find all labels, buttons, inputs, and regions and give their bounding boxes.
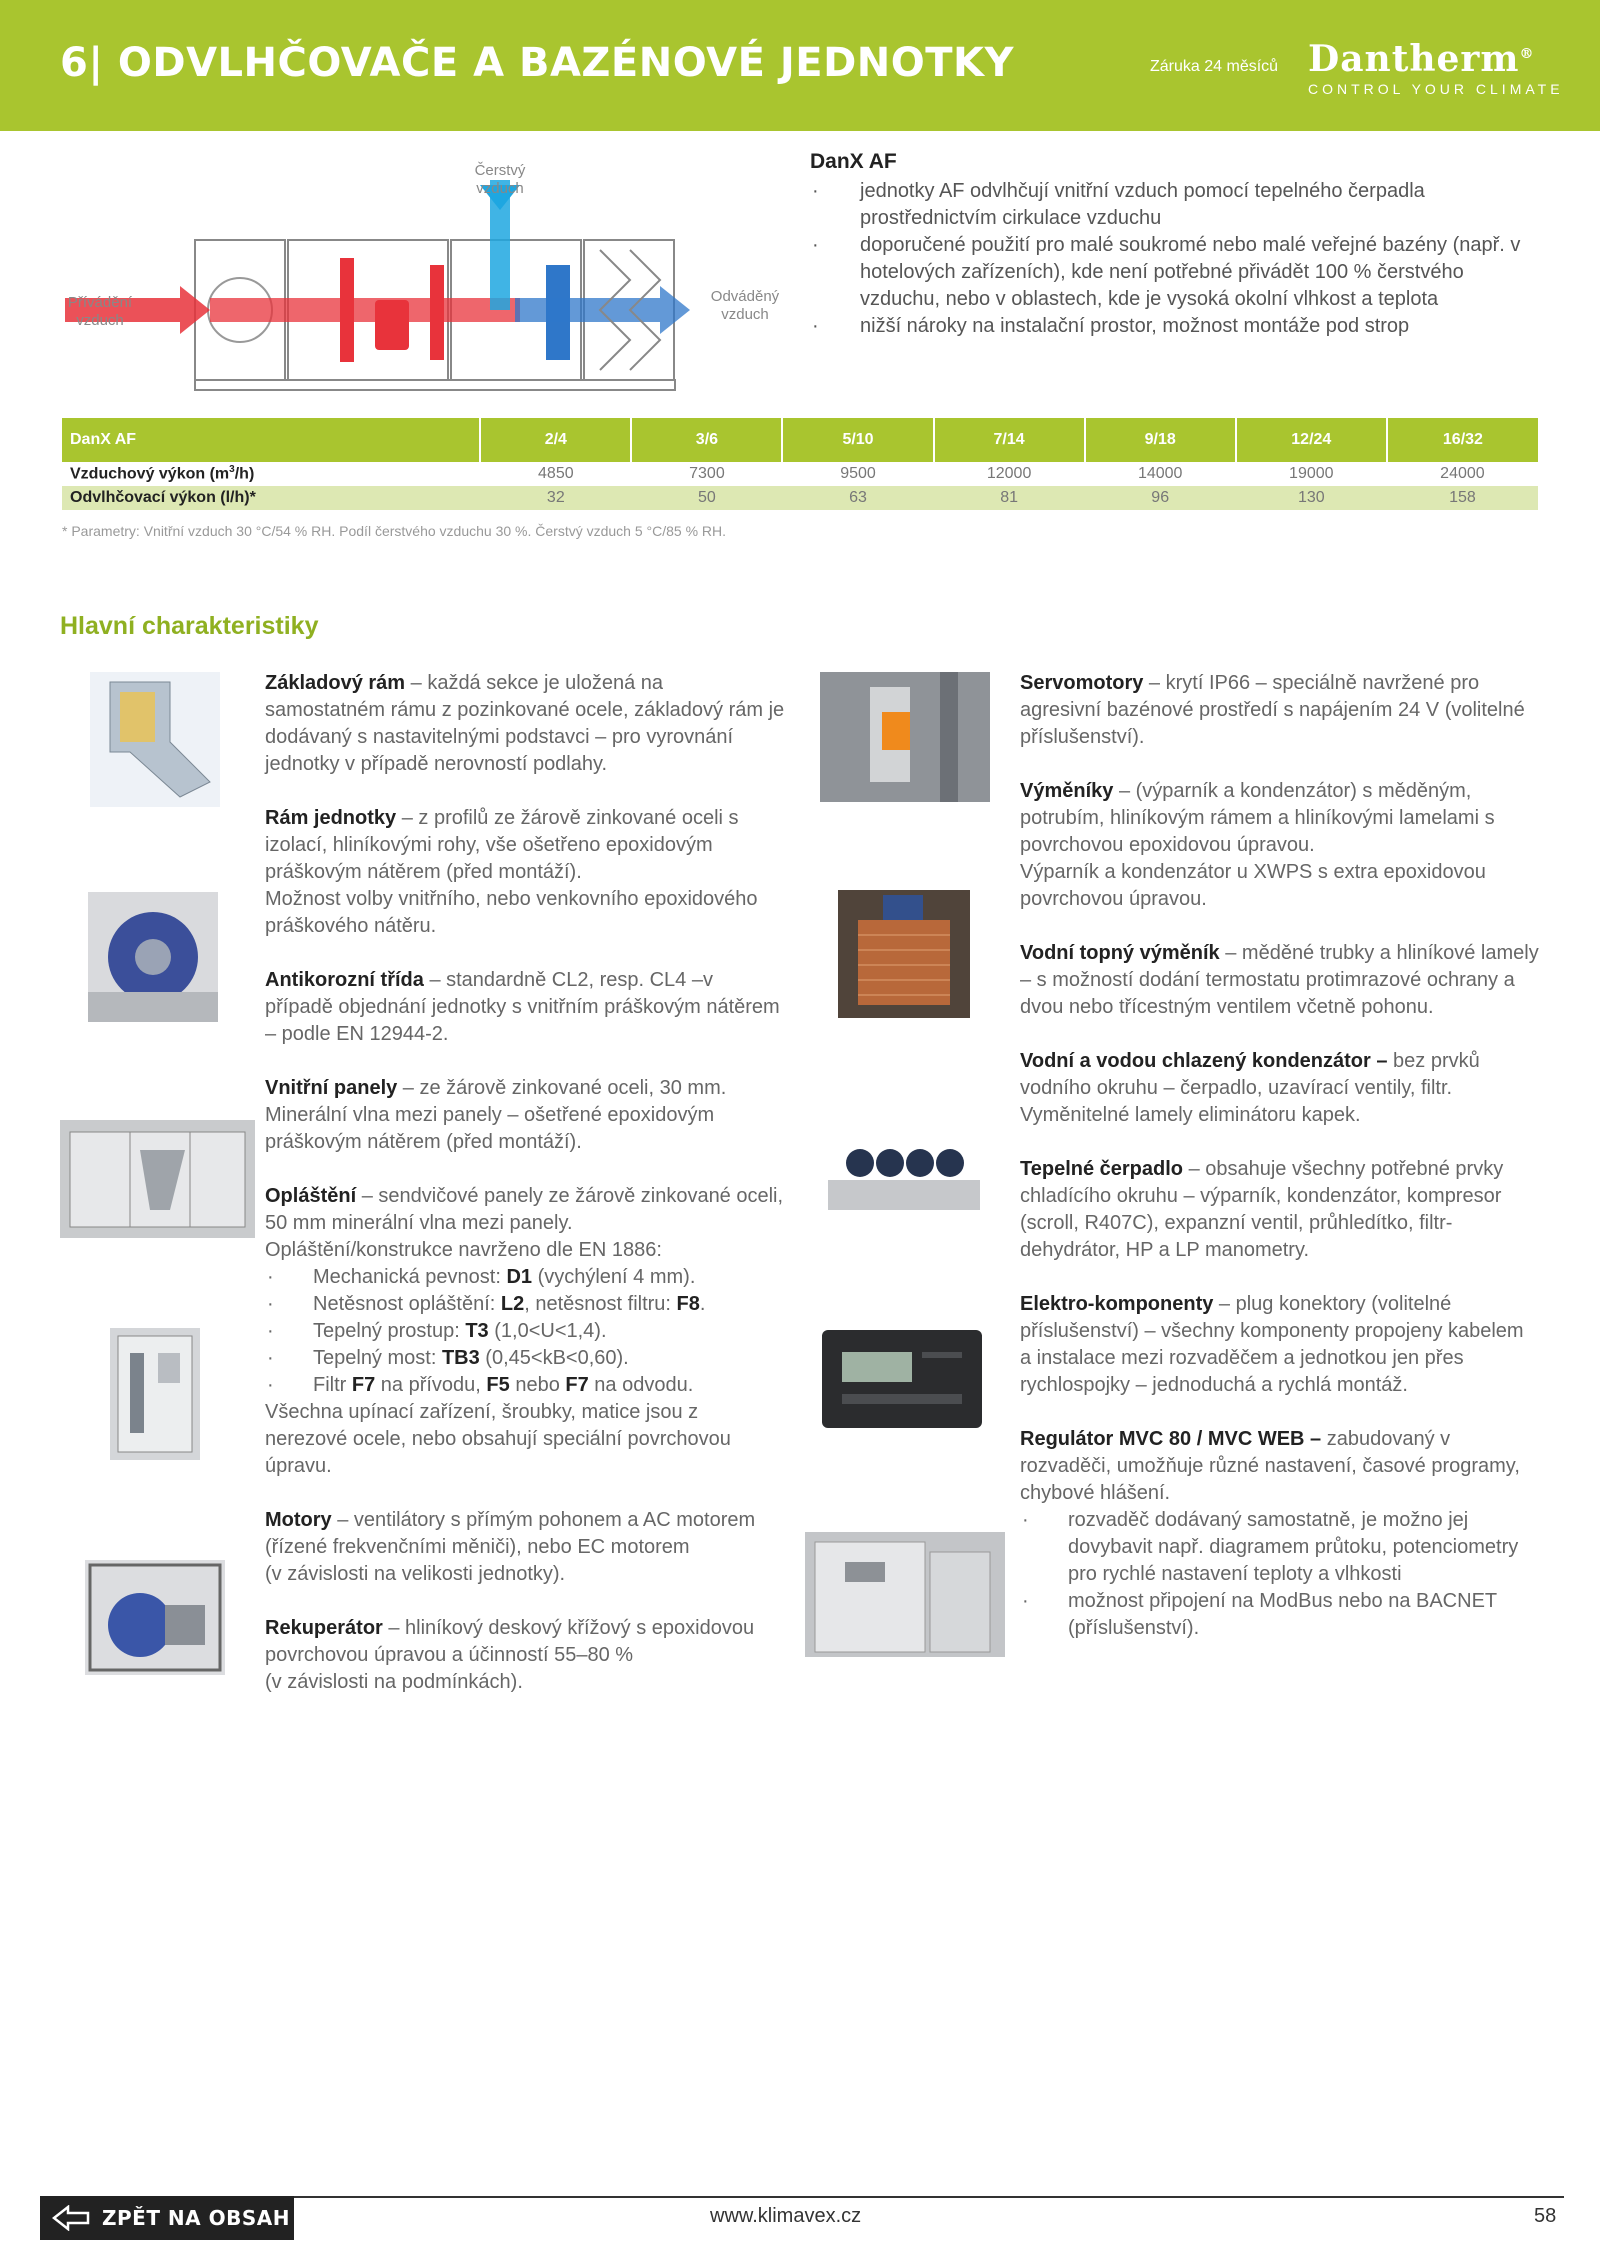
table-cell: 14000 (1137, 465, 1183, 482)
brand-tagline: CONTROL YOUR CLIMATE (1308, 81, 1564, 97)
table-footnote: * Parametry: Vnitřní vzduch 30 °C/54 % RH. Podíl čerstvého vzduchu 30 %. Čerstvý vzduch 5 °C/85 % RH. (62, 523, 727, 539)
inner-panels-photo (60, 1120, 255, 1238)
table-header: 5/10 (782, 418, 933, 462)
motor-photo (85, 1560, 225, 1675)
spec-table (62, 418, 1538, 510)
feature-unit-frame: Rám jednotky – z profilů ze žárově zinkované oceli s izolací, hliníkovými rohy, vše ošetřeno epoxidovým práškovým nátěrem (před montáží). Možnost volby vnitřního, nebo venkovního epoxidového práškového nátěru. (265, 807, 758, 937)
brand-logo (1308, 36, 1564, 97)
product-intro (810, 150, 1540, 340)
table-header: 9/18 (1085, 418, 1236, 462)
section-heading: Hlavní charakteristiky (60, 612, 319, 640)
table-cell: 9500 (840, 465, 876, 482)
feature-recuperator: Rekuperátor – hliníkový deskový křížový s epoxidovou povrchovou úpravou a účinností 55–80 % (v závislosti na podmínkách). (265, 1617, 755, 1693)
feature-exchangers: Výměníky – (výparník a kondenzátor) s měděným, potrubím, hliníkovým rámem a hliníkovými lamelami s povrchovou epoxidovou úpravou. Výparník a kondenzátor u XWPS s extra epoxidovou povrchovou úpravou. (1020, 780, 1495, 910)
table-cell: 4850 (538, 465, 574, 482)
condenser-valves-photo (828, 1118, 980, 1210)
feature-condenser: Vodní a vodou chlazený kondenzátor – bez prvků vodního okruhu – čerpadlo, uzavírací ventily, filtr. Vyměnitelné lamely eliminátoru kapek. (1020, 1050, 1480, 1126)
product-name: DanX AF (810, 150, 897, 173)
feature-casing: Opláštění – sendvičové panely ze žárově zinkované oceli, 50 mm minerální vlna mezi panely. Opláštění/konstrukce navrženo dle EN 1886: · Mechanická pevnost: D1 (vychýlení 4 mm). · Netěsnost opláštění: L2, netěsnost filtru: F8. · Tepelný prostup: T3 (1,0<U<1,4). · Tepelný most: TB3 (0,45<kB<0,60). · Filtr F7 na přívodu, F5 nebo F7 na odvodu. Všechna upínací zařízení, šroubky, matice jsou z nerezové ocele, nebo obsahují speciální povrchovou úpravu. (265, 1183, 785, 1480)
controller-display-photo (822, 1330, 982, 1428)
table-header: 16/32 (1387, 418, 1538, 462)
row-label: Vzduchový výkon $(m^3/h)$ (70, 464, 255, 483)
intro-bullet: · doporučené použití pro malé soukromé nebo malé veřejné bazény (např. v hotelových zařízeních), kde není potřebné přivádět 100 % čerstvého vzduchu, nebo v oblastech, kde je vysoká okolní vlhkost a teplota (810, 232, 1540, 313)
heat-exchanger-photo (838, 890, 970, 1018)
features-left-column (265, 670, 785, 1723)
page-header (0, 0, 1600, 131)
feature-motors: Motory – ventilátory s přímým pohonem a AC motorem (řízené frekvenčními měniči), nebo EC motorem (v závislosti na velikosti jednotky). (265, 1509, 756, 1585)
page-title: 6| ODVLHČOVAČE A BAZÉNOVÉ JEDNOTKY (60, 40, 1014, 86)
table-header: 7/14 (934, 418, 1085, 462)
intro-bullet: · nižší nároky na instalační prostor, možnost montáže pod strop (810, 313, 1540, 340)
unit-schematic (60, 150, 800, 400)
table-cell: 158 (1387, 486, 1538, 510)
unit-frame-photo (88, 892, 218, 1022)
table-cell: 7300 (689, 465, 725, 482)
intro-bullets (810, 178, 1540, 340)
label-exhaust-air: Odváděný vzduch (710, 288, 780, 323)
table-cell: 81 (934, 486, 1085, 510)
back-to-contents-button[interactable] (40, 2196, 294, 2240)
feature-water-heater: Vodní topný výměník – měděné trubky a hliníkové lamely – s možností dodání termostatu protimrazové ochrany a dvou nebo třícestným ventilem včetně pohonu. (1020, 942, 1539, 1018)
table-cell: 24000 (1440, 465, 1485, 482)
table-cell: 19000 (1289, 465, 1334, 482)
feature-base-frame: Základový rám – každá sekce je uložená na samostatném rámu z pozinkované ocele, základový rám je dodávaný s nastavitelnými podstavci – pro vyrovnání jednotky v případě nerovností podlahy. (265, 672, 785, 775)
page-number: 58 (1534, 2205, 1557, 2227)
feature-corrosion-class: Antikorozní třída – standardně CL2, resp. CL4 –v případě objednání jednotky s vnitřním práškovým nátěrem – podle EN 12944-2. (265, 969, 780, 1045)
table-header: 3/6 (631, 418, 782, 462)
feature-regulator: Regulátor MVC 80 / MVC WEB – zabudovaný v rozvaděči, umožňuje různé nastavení, časové programy, chybové hlášení. · rozvaděč dodávaný samostatně, je možno jej dovybavit např. diagramem průtoku, potenciometry pro rychlé nastavení teploty a vlhkosti · možnost připojení na ModBus nebo na BACNET (příslušenství). (1020, 1426, 1540, 1642)
feature-servomotors: Servomotory – krytí IP66 – speciálně navržené pro agresivní bazénové prostředí s napájením 24 V (volitelné příslušenství). (1020, 672, 1525, 748)
feature-electro-components: Elektro-komponenty – plug konektory (volitelné příslušenství) – všechny komponenty propojeny kabelem a instalace mezi rozvaděčem a jednotkou jen přes rychlospojky – jednoduchá a rychlá montáž. (1020, 1293, 1524, 1396)
back-to-contents-label: ZPĚT NA OBSAH (102, 2206, 290, 2230)
website-link[interactable]: www.klimavex.cz (710, 2205, 862, 2227)
table-cell: 12000 (986, 465, 1032, 482)
table-header: 2/4 (480, 418, 631, 462)
table-header: 12/24 (1236, 418, 1387, 462)
brand-name: Dantherm® (1308, 38, 1535, 80)
warranty-note: Záruka 24 měsíců (1150, 58, 1279, 75)
table-header: DanX AF (62, 418, 480, 462)
servomotor-photo (820, 672, 990, 802)
control-cabinet-photo (805, 1532, 1005, 1657)
airflow-diagram (60, 150, 800, 400)
label-supply-air: Přívádění vzduch (67, 294, 133, 329)
feature-inner-panels: Vnitřní panely – ze žárově zinkované oceli, 30 mm. Minerální vlna mezi panely – ošetřené epoxidovým práškovým nátěrem (před montáží). (265, 1077, 727, 1153)
features-right-column (1020, 670, 1540, 1669)
table-cell: 63 (782, 486, 933, 510)
table-cell: 50 (631, 486, 782, 510)
table-cell: 130 (1236, 486, 1387, 510)
table-row (62, 486, 1538, 510)
row-label: Odvlhčovací výkon (l/h)* (62, 486, 480, 510)
base-frame-photo (90, 672, 220, 807)
casing-photo (110, 1328, 200, 1460)
table-row (62, 462, 1538, 486)
table-cell: 32 (480, 486, 631, 510)
table-header-row (62, 418, 1538, 462)
label-fresh-air: Čerstvý vzduch (474, 162, 526, 197)
feature-heat-pump: Tepelné čerpadlo – obsahuje všechny potřebné prvky chladícího okruhu – výparník, kondenzátor, kompresor (scroll, R407C), expanzní ventil, průhledítko, filtr-dehydrátor, HP a LP manometry. (1020, 1158, 1504, 1261)
table-cell: 96 (1085, 486, 1236, 510)
intro-bullet: · jednotky AF odvlhčují vnitřní vzduch pomocí tepelného čerpadla prostřednictvím cirkulace vzduchu (810, 178, 1540, 232)
back-arrow-icon (52, 2205, 90, 2231)
